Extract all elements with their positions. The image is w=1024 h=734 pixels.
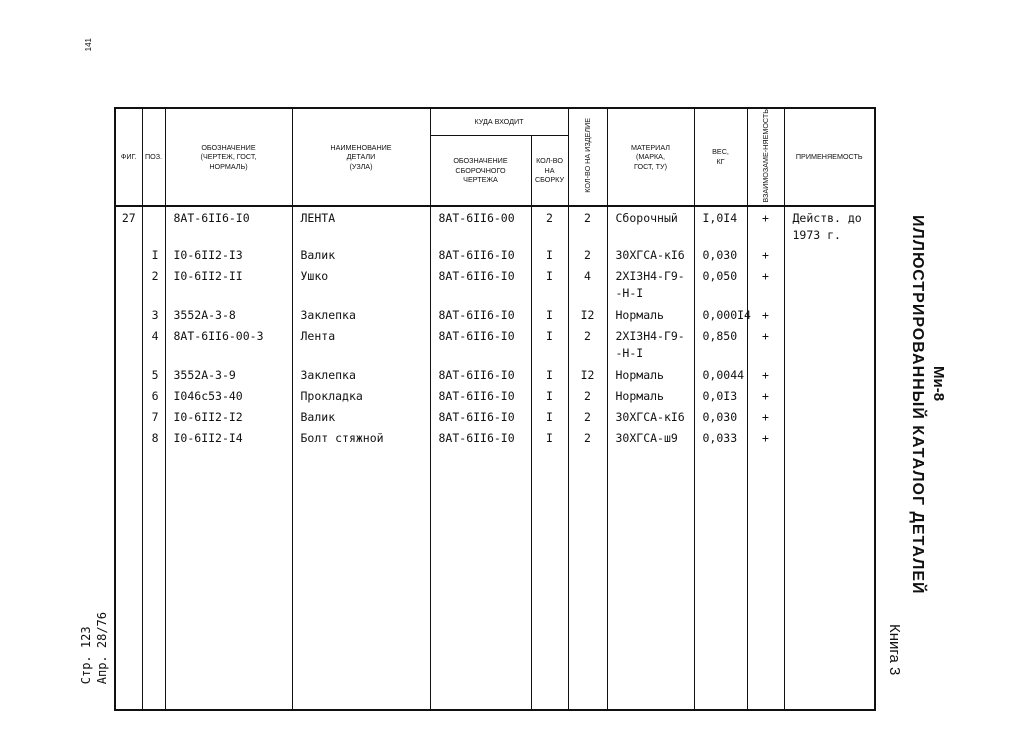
cell-designation: I0-6II2-I4 (165, 427, 292, 448)
table-row (115, 244, 875, 265)
cell-interchange: + (747, 206, 784, 244)
cell-fig (115, 325, 142, 364)
header-material: МАТЕРИАЛ (МАРКА, ГОСТ, ТУ) (607, 108, 694, 206)
page-info (78, 612, 110, 684)
table-row (115, 406, 875, 427)
header-name: НАИМЕНОВАНИЕ ДЕТАЛИ (УЗЛА) (292, 108, 430, 206)
cell-weight: I,0I4 (694, 206, 747, 244)
cell-applicability (784, 406, 875, 427)
table-row (115, 206, 875, 244)
cell-applicability (784, 385, 875, 406)
cell-fig (115, 304, 142, 325)
cell-qty-assembly: I (531, 427, 568, 448)
cell-interchange: + (747, 325, 784, 364)
header-assembly-designation: ОБОЗНАЧЕНИЕ СБОРОЧНОГО ЧЕРТЕЖА (430, 135, 531, 206)
cell-qty-assembly: 2 (531, 206, 568, 244)
cell-qty-assembly: I (531, 364, 568, 385)
cell-designation: 3552А-3-9 (165, 364, 292, 385)
cell-qty-product: I2 (568, 364, 607, 385)
cell-weight: 0,0I3 (694, 385, 747, 406)
cell-name: Болт стяжной (292, 427, 430, 448)
cell-designation: I0-6II2-I3 (165, 244, 292, 265)
cell-name: Ушко (292, 265, 430, 304)
cell-material (607, 325, 694, 364)
empty-cell (568, 448, 607, 710)
cell-fig (115, 244, 142, 265)
table-body (115, 206, 875, 710)
cell-qty-assembly: I (531, 406, 568, 427)
cell-pos: 7 (142, 406, 165, 427)
cell-name: Заклепка (292, 364, 430, 385)
cell-weight: 0,000I4 (694, 304, 747, 325)
cell-line: -Н-I (615, 345, 644, 360)
table-row (115, 385, 875, 406)
cell-interchange: + (747, 427, 784, 448)
empty-cell (430, 448, 531, 710)
cell-line: 2ХI3Н4-Г9- (615, 269, 685, 284)
cell-applicability (784, 304, 875, 325)
cell-qty-assembly: I (531, 385, 568, 406)
cell-qty-product: 2 (568, 427, 607, 448)
cell-line: 30ХГСА-кI6 (615, 410, 685, 425)
cell-qty-product: 4 (568, 265, 607, 304)
cell-name: Валик (292, 406, 430, 427)
table-row (115, 304, 875, 325)
cell-pos: 8 (142, 427, 165, 448)
empty-cell (531, 448, 568, 710)
cell-designation: 8АТ-6II6-I0 (165, 206, 292, 244)
cell-name: Прокладка (292, 385, 430, 406)
cell-qty-assembly: I (531, 265, 568, 304)
cell-fig (115, 364, 142, 385)
cell-name: ЛЕНТА (292, 206, 430, 244)
cell-material (607, 304, 694, 325)
cell-qty-assembly: I (531, 325, 568, 364)
cell-weight: 0,850 (694, 325, 747, 364)
table-row (115, 325, 875, 364)
cell-fig (115, 385, 142, 406)
cell-applicability (784, 244, 875, 265)
cell-line: 2ХI3Н4-Г9- (615, 329, 685, 344)
header-designation: ОБОЗНАЧЕНИЕ (ЧЕРТЕЖ, ГОСТ, НОРМАЛЬ) (165, 108, 292, 206)
cell-material (607, 364, 694, 385)
cell-assembly: 8АТ-6II6-I0 (430, 265, 531, 304)
cell-assembly: 8АТ-6II6-I0 (430, 304, 531, 325)
cell-weight: 0,050 (694, 265, 747, 304)
cell-fig: 27 (115, 206, 142, 244)
cell-assembly: 8АТ-6II6-I0 (430, 364, 531, 385)
empty-cell (142, 448, 165, 710)
empty-cell (292, 448, 430, 710)
cell-line: Действ. до (792, 211, 862, 226)
cell-line: 30ХГСА-ш9 (615, 431, 678, 446)
cell-line: Нормаль (615, 308, 664, 323)
cell-pos: I (142, 244, 165, 265)
cell-pos: 4 (142, 325, 165, 364)
cell-material (607, 206, 694, 244)
cell-line: Сборочный (615, 211, 678, 226)
sheet-number: 141 (84, 38, 93, 52)
empty-cell (747, 448, 784, 710)
cell-qty-product: I2 (568, 304, 607, 325)
header-qty-assembly: КОЛ-ВО НА СБОРКУ (531, 135, 568, 206)
cell-designation: 3552А-3-8 (165, 304, 292, 325)
aircraft-code: Ми-8 (930, 366, 947, 402)
cell-weight: 0,033 (694, 427, 747, 448)
cell-qty-product: 2 (568, 244, 607, 265)
header-interchange: ВЗАИМОЗАМЕ-НЯЕМОСТЬ (747, 108, 784, 206)
cell-applicability (784, 364, 875, 385)
header-qty-product: КОЛ-ВО НА ИЗДЕЛИЕ (568, 108, 607, 206)
header-where: КУДА ВХОДИТ (430, 108, 568, 135)
cell-material (607, 385, 694, 406)
cell-line: Нормаль (615, 368, 664, 383)
empty-cell (115, 448, 142, 710)
cell-pos: 3 (142, 304, 165, 325)
cell-material (607, 265, 694, 304)
cell-fig (115, 427, 142, 448)
cell-material (607, 406, 694, 427)
cell-material (607, 427, 694, 448)
cell-applicability (784, 427, 875, 448)
book-number: Книга 3 (886, 624, 903, 676)
cell-name: Заклепка (292, 304, 430, 325)
cell-line: 30ХГСА-кI6 (615, 248, 685, 263)
cell-name: Лента (292, 325, 430, 364)
cell-designation: I0-6II2-II (165, 265, 292, 304)
cell-applicability (784, 265, 875, 304)
cell-assembly: 8АТ-6II6-I0 (430, 385, 531, 406)
table-row (115, 265, 875, 304)
cell-interchange: + (747, 364, 784, 385)
cell-qty-product: 2 (568, 385, 607, 406)
cell-weight: 0,0044 (694, 364, 747, 385)
cell-designation: I046с53-40 (165, 385, 292, 406)
empty-cell (165, 448, 292, 710)
cell-pos: 5 (142, 364, 165, 385)
revision-date: Апр. 28/76 (95, 612, 110, 685)
parts-table (114, 107, 876, 711)
cell-pos: 2 (142, 265, 165, 304)
cell-qty-product: 2 (568, 206, 607, 244)
cell-assembly: 8АТ-6II6-I0 (430, 244, 531, 265)
cell-applicability (784, 206, 875, 244)
cell-interchange: + (747, 304, 784, 325)
cell-interchange: + (747, 406, 784, 427)
cell-assembly: 8АТ-6II6-I0 (430, 325, 531, 364)
cell-assembly: 8АТ-6II6-00 (430, 206, 531, 244)
cell-designation: I0-6II2-I2 (165, 406, 292, 427)
cell-pos (142, 206, 165, 244)
table-row (115, 427, 875, 448)
cell-interchange: + (747, 385, 784, 406)
table-row (115, 364, 875, 385)
cell-material (607, 244, 694, 265)
empty-cell (607, 448, 694, 710)
cell-qty-assembly: I (531, 304, 568, 325)
cell-fig (115, 406, 142, 427)
cell-interchange: + (747, 244, 784, 265)
cell-weight: 0,030 (694, 406, 747, 427)
catalog-title: ИЛЛЮСТРИРОВАННЫЙ КАТАЛОГ ДЕТАЛЕЙ (909, 215, 926, 595)
page-number: Стр. 123 (79, 626, 93, 685)
header-fig: ФИГ. (115, 108, 142, 206)
header-applicability: ПРИМЕНЯЕМОСТЬ (784, 108, 875, 206)
cell-qty-product: 2 (568, 325, 607, 364)
cell-pos: 6 (142, 385, 165, 406)
empty-cell (784, 448, 875, 710)
cell-assembly: 8АТ-6II6-I0 (430, 406, 531, 427)
header-weight: ВЕС, КГ (694, 108, 747, 206)
cell-designation: 8АТ-6II6-00-3 (165, 325, 292, 364)
table-header (115, 108, 875, 206)
cell-qty-product: 2 (568, 406, 607, 427)
cell-line: -Н-I (615, 285, 644, 300)
cell-fig (115, 265, 142, 304)
cell-line: Нормаль (615, 389, 664, 404)
empty-row (115, 448, 875, 710)
cell-assembly: 8АТ-6II6-I0 (430, 427, 531, 448)
cell-interchange: + (747, 265, 784, 304)
empty-cell (694, 448, 747, 710)
cell-name: Валик (292, 244, 430, 265)
cell-weight: 0,030 (694, 244, 747, 265)
cell-applicability (784, 325, 875, 364)
header-pos: ПОЗ. (142, 108, 165, 206)
cell-line: 1973 г. (792, 227, 841, 242)
cell-qty-assembly: I (531, 244, 568, 265)
